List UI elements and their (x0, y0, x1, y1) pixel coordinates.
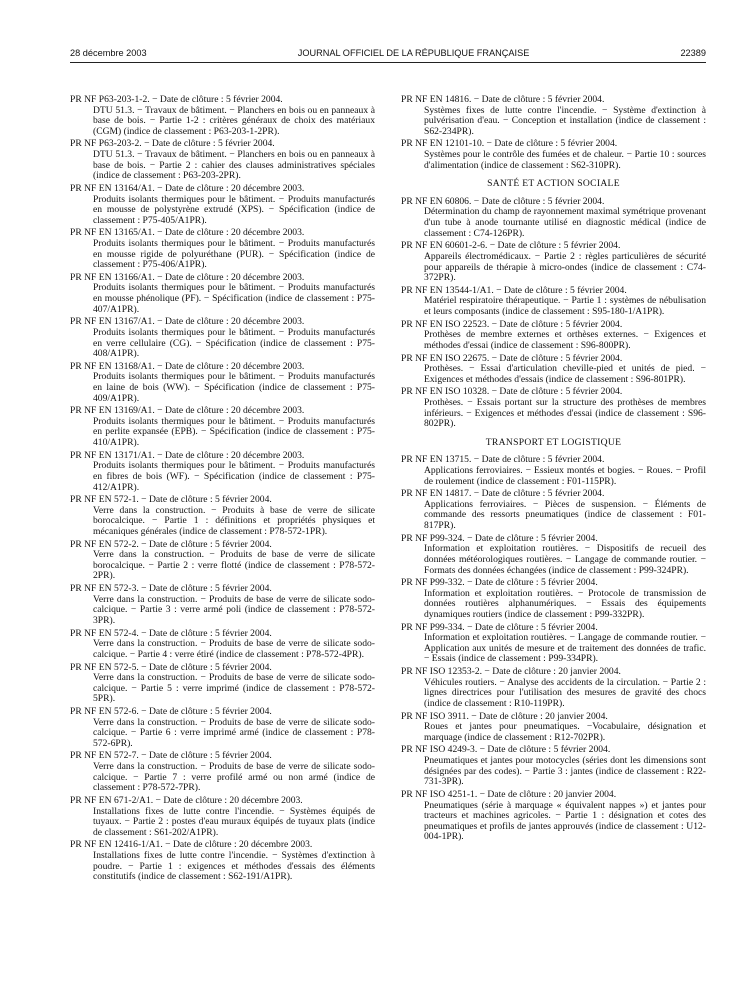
entry-reference: PR NF EN 14817. − Date de clôture : 5 février 2004. (401, 488, 605, 500)
entry-reference: PR NF EN 13168/A1. − Date de clôture : 20 décembre 2003. (70, 360, 305, 372)
entry-reference: PR NF EN 13164/A1. − Date de clôture : 20 décembre 2003. (70, 182, 305, 194)
standard-entry (70, 707, 375, 749)
entry-reference: PR NF EN 572-5. − Date de clôture : 5 février 2004. (70, 661, 272, 673)
entry-reference: PR NF ISO 4249-3. − Date de clôture : 5 février 2004. (401, 744, 611, 756)
entry-description: Verre dans la construction. − Produits de base de verre de silicate sodo-calcique. − Partie 3 : verre armé poli (indice de classement : P78-572-3PR). (93, 593, 375, 626)
standard-entry (70, 584, 375, 626)
standard-entry (70, 273, 375, 315)
entry-reference: PR NF EN 13165/A1. − Date de clôture : 20 décembre 2003. (70, 227, 305, 239)
text-columns (70, 95, 706, 970)
entry-reference: PR NF P99-334. − Date de clôture : 5 février 2004. (401, 621, 598, 633)
entry-reference: PR NF EN ISO 10328. − Date de clôture : 5 février 2004. (401, 386, 623, 398)
standard-entry (70, 95, 375, 137)
right-column (401, 95, 706, 970)
entry-reference: PR NF EN 572-7. − Date de clôture : 5 février 2004. (70, 750, 272, 762)
entry-description: Produits isolants thermiques pour le bâtiment. − Produits manufacturés en verre cellulaire (CG). − Spécification (indice de classement : P75-408/A1PR). (93, 326, 375, 360)
entry-reference: PR NF EN 572-6. − Date de clôture : 5 février 2004. (70, 705, 272, 717)
entry-reference: PR NF EN 13544-1/A1. − Date de clôture : 5 février 2004. (401, 284, 627, 296)
entry-description: Information et exploitation routières. − Langage de commande routier. − Application aux unités de mesure et de traitement des données de trafic. − Essais (indice de classement : P99-334PR). (424, 632, 706, 665)
standard-entry (70, 840, 375, 882)
standard-entry (401, 320, 706, 352)
standard-entry (401, 455, 706, 487)
standard-entry (70, 540, 375, 582)
entry-description: Applications ferroviaires. − Pièces de suspension. − Éléments de commande des ressorts pneumatiques (indice de classement : F01-817PR). (424, 498, 706, 532)
entry-description: Verre dans la construction. − Produits à base de verre de silicate borocalcique. − Partie 1 : définitions et propriétés physiques et mécaniques générales (indice de classement : P78-572-1PR). (93, 504, 375, 537)
entry-reference: PR NF EN 13167/A1. − Date de clôture : 20 décembre 2003. (70, 316, 305, 328)
entry-reference: PR NF EN 572-2. − Date de clôture : 5 février 2004. (70, 538, 272, 550)
entry-description: Prothèses. − Essai d'articulation cheville-pied et unités de pied. − Exigences et méthodes d'essais (indice de classement : S96-801PR). (424, 363, 706, 385)
standard-entry (401, 489, 706, 531)
entry-description: Pneumatiques et jantes pour motocycles (séries dont les dimensions sont désignées par des codes). − Partie 3 : jantes (indice de classement : R22-731-3PR). (424, 755, 706, 788)
standard-entry (401, 286, 706, 318)
entry-description: Installations fixes de lutte contre l'incendie. − Systèmes d'extinction à poudre. − Partie 1 : exigences et méthodes d'essais des éléments constitutifs (indice de classement : S62-191/A1PR). (93, 849, 375, 883)
standard-entry (401, 712, 706, 744)
entry-description: Verre dans la construction. − Produits de base de verre de silicate borocalcique. − Partie 2 : verre flotté (indice de classement : P78-572-2PR). (93, 549, 375, 582)
section-title-sante: SANTÉ ET ACTION SOCIALE (487, 178, 620, 190)
entry-reference: PR NF EN 60601-2-6. − Date de clôture : 5 février 2004. (401, 240, 621, 252)
header-title: JOURNAL OFFICIEL DE LA RÉPUBLIQUE FRANÇAISE (297, 48, 530, 58)
entry-description: Information et exploitation routières. − Protocole de transmission de données routières alphanumériques. − Essais des équipements dynamiques routiers (indice de classement : P99-332PR). (424, 587, 706, 620)
standard-entry (401, 241, 706, 283)
entry-reference: PR NF ISO 4251-1. − Date de clôture : 20 janvier 2004. (401, 788, 617, 800)
entry-reference: PR NF EN 13169/A1. − Date de clôture : 20 décembre 2003. (70, 405, 305, 417)
standard-entry (70, 362, 375, 404)
entry-description: Produits isolants thermiques pour le bâtiment. − Produits manufacturés en fibres de bois (WF). − Spécification (indice de classement : P75-412/A1PR). (93, 460, 375, 493)
entry-reference: PR NF ISO 12353-2. − Date de clôture : 20 janvier 2004. (401, 666, 621, 678)
entry-description: Verre dans la construction. − Produits de base de verre de silicate sodo-calcique. − Partie 6 : verre imprimé armé (indice de classement : P78-572-6PR). (93, 716, 375, 749)
entry-description: Prothèses. − Essais portant sur la structure des prothèses de membres inférieurs. − Exigences et méthodes d'essai (indice de classement : S96-802PR). (424, 397, 706, 430)
entry-reference: PR NF P99-332. − Date de clôture : 5 février 2004. (401, 577, 598, 589)
standard-entry (70, 317, 375, 359)
entry-description: Roues et jantes pour pneumatiques. −Vocabulaire, désignation et marquage (indice de classement : R12-702PR). (424, 721, 706, 743)
entry-description: DTU 51.3. − Travaux de bâtiment. − Planchers en bois ou en panneaux à base de bois. − Partie 2 : cahier des clauses administratives spéciales (indice de classement : P63-203-2PR). (93, 149, 375, 182)
entry-description: Produits isolants thermiques pour le bâtiment. − Produits manufacturés en mousse phénolique (PF). − Spécification (indice de classement : P75-407/A1PR). (93, 282, 375, 315)
entry-description: DTU 51.3. − Travaux de bâtiment. − Planchers en bois ou en panneaux à base de bois. − Partie 1-2 : critères généraux de choix des matériaux (CGM) (indice de classement : P63-203-1-2PR). (93, 104, 375, 137)
entry-reference: PR NF EN 60806. − Date de clôture : 5 février 2004. (401, 195, 605, 207)
entry-reference: PR NF EN 12101-10. − Date de clôture : 5 février 2004. (401, 138, 618, 150)
entry-description: Systèmes fixes de lutte contre l'incendie. − Système d'extinction à pulvérisation d'eau. − Conception et installation (indice de classement : S62-234PR). (424, 104, 706, 137)
standard-entry (401, 354, 706, 386)
standard-entry (401, 745, 706, 787)
entry-reference: PR NF EN 13171/A1. − Date de clôture : 20 décembre 2003. (70, 449, 305, 461)
standard-entry (401, 387, 706, 429)
entry-description: Systèmes pour le contrôle des fumées et de chaleur. − Partie 10 : sources d'alimentation (indice de classement : S62-310PR). (424, 149, 706, 171)
entry-description: Produits isolants thermiques pour le bâtiment. − Produits manufacturés en mousse de polystyrène extrudé (XPS). − Spécification (indice de classement : P75-405/A1PR). (93, 193, 375, 226)
right-top-entries (401, 95, 706, 171)
standard-entry (401, 790, 706, 843)
standard-entry (401, 667, 706, 709)
standard-entry (401, 95, 706, 137)
entry-description: Verre dans la construction. − Produits de base de verre de silicate sodo-calcique. − Partie 7 : verre profilé armé ou non armé (indice de classement : P78-572-7PR). (93, 761, 375, 794)
standard-entry (401, 139, 706, 171)
standard-entry (401, 578, 706, 620)
entry-description: Produits isolants thermiques pour le bâtiment. − Produits manufacturés en laine de bois (WW). − Spécification (indice de classement : P75-409/A1PR). (93, 371, 375, 404)
entry-reference: PR NF EN 13715. − Date de clôture : 5 février 2004. (401, 454, 605, 466)
entry-description: Prothèses de membre externes et orthèses externes. − Exigences et méthodes d'essai (indice de classement : S96-800PR). (424, 329, 706, 351)
entry-reference: PR NF EN ISO 22523. − Date de clôture : 5 février 2004. (401, 318, 623, 330)
entry-description: Matériel respiratoire thérapeutique. − Partie 1 : systèmes de nébulisation et leurs composants (indice de classement : S95-180-1/A1PR). (424, 295, 706, 317)
entry-reference: PR NF P99-324. − Date de clôture : 5 février 2004. (401, 532, 598, 544)
entry-reference: PR NF EN 14816. − Date de clôture : 5 février 2004. (401, 94, 605, 105)
section-title-transport: TRANSPORT ET LOGISTIQUE (485, 436, 622, 448)
standard-entry (70, 663, 375, 705)
entry-reference: PR NF P63-203-1-2. − Date de clôture : 5 février 2004. (70, 94, 283, 105)
standard-entry (70, 629, 375, 661)
entry-reference: PR NF EN 671-2/A1. − Date de clôture : 20 décembre 2003. (70, 794, 303, 806)
left-column (70, 95, 375, 970)
standard-entry (70, 495, 375, 537)
standard-entry (70, 451, 375, 493)
entry-description: Produits isolants thermiques pour le bâtiment. − Produits manufacturés en mousse rigide de polyuréthane (PUR). − Spécification (indice de classement : P75-406/A1PR). (93, 238, 375, 271)
entry-reference: PR NF EN 12416-1/A1. − Date de clôture : 20 décembre 2003. (70, 839, 313, 851)
entry-description: Appareils électromédicaux. − Partie 2 : règles particulières de sécurité pour appareils de thérapie à micro-ondes (indice de classement : C74-372PR). (424, 250, 706, 284)
sante-entries (401, 197, 706, 430)
standard-entry (401, 623, 706, 665)
standard-entry (70, 184, 375, 226)
standard-entry (70, 139, 375, 181)
entry-reference: PR NF ISO 3911. − Date de clôture : 20 janvier 2004. (401, 710, 608, 722)
standard-entry (70, 406, 375, 448)
entry-reference: PR NF EN ISO 22675. − Date de clôture : 5 février 2004. (401, 352, 623, 364)
entry-reference: PR NF EN 572-4. − Date de clôture : 5 février 2004. (70, 627, 272, 639)
entry-reference: PR NF EN 572-1. − Date de clôture : 5 février 2004. (70, 494, 272, 506)
standard-entry (401, 534, 706, 576)
entry-description: Véhicules routiers. − Analyse des accidents de la circulation. − Partie 2 : lignes directrices pour l'utilisation des mesures de gravité des chocs (indice de classement : R10-119PR). (424, 676, 706, 709)
entry-description: Verre dans la construction. − Produits de base de verre de silicate sodo-calcique. − Partie 5 : verre imprimé (indice de classement : P78-572-5PR). (93, 672, 375, 705)
entry-description: Verre dans la construction. − Produits de base de verre de silicate sodo-calcique. − Partie 4 : verre étiré (indice de classement : P78-572-4PR). (93, 638, 375, 660)
header-date: 28 décembre 2003 (70, 48, 147, 58)
standard-entry (70, 796, 375, 838)
entry-description: Détermination du champ de rayonnement maximal symétrique provenant d'un tube à anode tournante utilisé en diagnostic médical (indice de classement : C74-126PR). (424, 206, 706, 239)
entry-description: Information et exploitation routières. − Dispositifs de recueil des données météorologiques routières. − Langage de commande routier. − Formats des données échangées (indice de classement : P99-324PR). (424, 543, 706, 576)
entry-description: Produits isolants thermiques pour le bâtiment. − Produits manufacturés en perlite expansée (EPB). − Spécification (indice de classement : P75-410/A1PR). (93, 415, 375, 449)
entry-description: Pneumatiques (série à marquage « équivalent nappes ») et jantes pour tracteurs et machines agricoles. − Partie 1 : désignation et cotes des pneumatiques et profils de jantes approuvés (indice de classement : U12-004-1PR). (424, 799, 706, 843)
entry-reference: PR NF P63-203-2. − Date de clôture : 5 février 2004. (70, 138, 275, 150)
entry-reference: PR NF EN 13166/A1. − Date de clôture : 20 décembre 2003. (70, 271, 305, 283)
entry-description: Installations fixes de lutte contre l'incendie. − Systèmes équipés de tuyaux. − Partie 2 : postes d'eau muraux équipés de tuyaux plats (indice de classement : S61-202/A1PR). (93, 805, 375, 838)
entry-reference: PR NF EN 572-3. − Date de clôture : 5 février 2004. (70, 583, 272, 595)
transport-entries (401, 455, 706, 843)
header-page-number: 22389 (680, 48, 706, 58)
standard-entry (70, 751, 375, 793)
standard-entry (401, 197, 706, 239)
standard-entry (70, 228, 375, 270)
running-header (70, 48, 706, 63)
entry-description: Applications ferroviaires. − Essieux montés et bogies. − Roues. − Profil de roulement (indice de classement : F01-115PR). (424, 464, 706, 487)
